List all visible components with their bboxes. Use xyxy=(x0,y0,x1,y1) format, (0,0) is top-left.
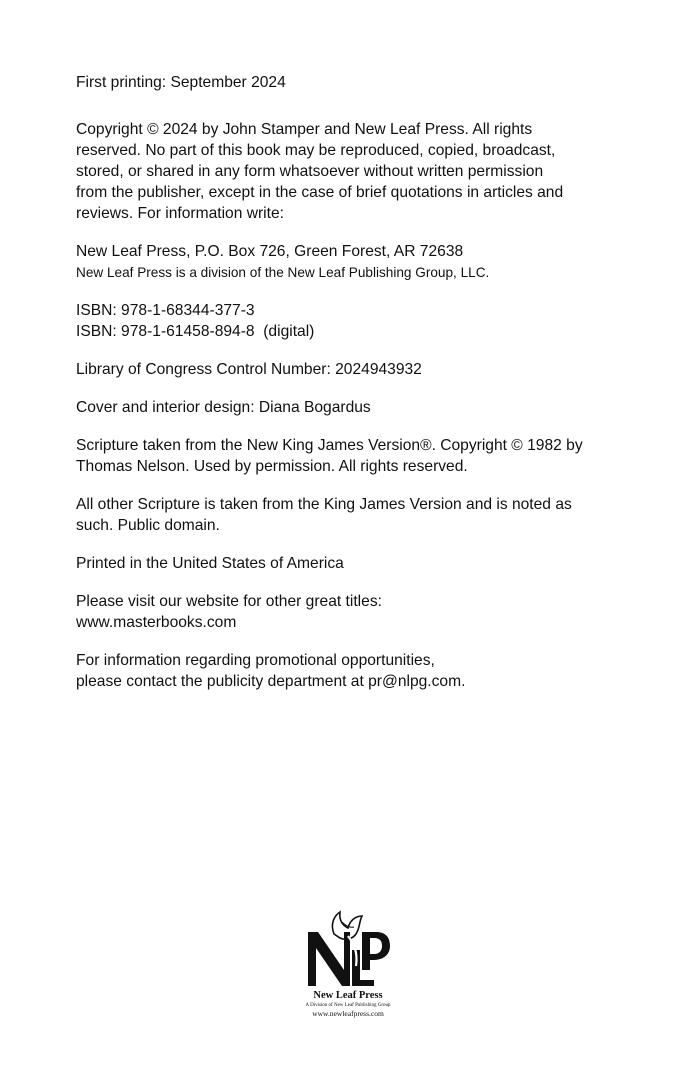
promo-line: For information regarding promotional opportunities, xyxy=(76,652,435,669)
copyright-line: from the publisher, except in the case of brief quotations in articles and xyxy=(76,184,564,201)
scripture-nkjv-line: Thomas Nelson. Used by permission. All rights reserved. xyxy=(76,458,468,475)
isbn-digital: ISBN: 978-1-61458-894-8 (digital) xyxy=(76,323,315,340)
logo-name: New Leaf Press xyxy=(313,990,383,1001)
scripture-nkjv-line: Scripture taken from the New King James Version®. Copyright © 1982 by xyxy=(76,437,583,454)
scripture-kjv xyxy=(76,494,636,536)
copyright-line: reviews. For information write: xyxy=(76,205,284,222)
design-credit: Cover and interior design: Diana Bogardus xyxy=(76,399,371,416)
lccn: Library of Congress Control Number: 2024943932 xyxy=(76,361,422,378)
website-url: www.masterbooks.com xyxy=(76,614,237,631)
publisher-address: New Leaf Press, P.O. Box 726, Green Forest, AR 72638 xyxy=(76,243,464,260)
copyright-line: stored, or shared in any form whatsoever without written permission xyxy=(76,163,544,180)
website-block xyxy=(76,591,636,633)
printed-in: Printed in the United States of America xyxy=(76,555,344,572)
promo-line: please contact the publicity department at pr@nlpg.com. xyxy=(76,673,466,690)
scripture-kjv-line: such. Public domain. xyxy=(76,517,220,534)
isbn-print: ISBN: 978-1-68344-377-3 xyxy=(76,302,255,319)
publisher-logo xyxy=(300,910,396,1018)
dove-nlp-monogram-icon xyxy=(304,910,392,988)
logo-subtitle: A Division of New Leaf Publishing Group xyxy=(305,1003,391,1008)
copyright-line: reserved. No part of this book may be reproduced, copied, broadcast, xyxy=(76,142,556,159)
website-text: Please visit our website for other great titles: xyxy=(76,593,382,610)
publisher-info xyxy=(76,241,636,283)
copyright-line: Copyright © 2024 by John Stamper and New Leaf Press. All rights xyxy=(76,121,533,138)
first-printing: First printing: September 2024 xyxy=(76,74,286,91)
copyright-notice xyxy=(76,119,636,224)
logo-url: www.newleafpress.com xyxy=(312,1009,384,1018)
promo-block xyxy=(76,650,636,692)
scripture-nkjv xyxy=(76,435,636,477)
scripture-kjv-line: All other Scripture is taken from the King James Version and is noted as xyxy=(76,496,572,513)
copyright-page xyxy=(76,72,636,692)
publisher-division: New Leaf Press is a division of the New Leaf Publishing Group, LLC. xyxy=(76,265,490,280)
isbn-block xyxy=(76,300,636,342)
